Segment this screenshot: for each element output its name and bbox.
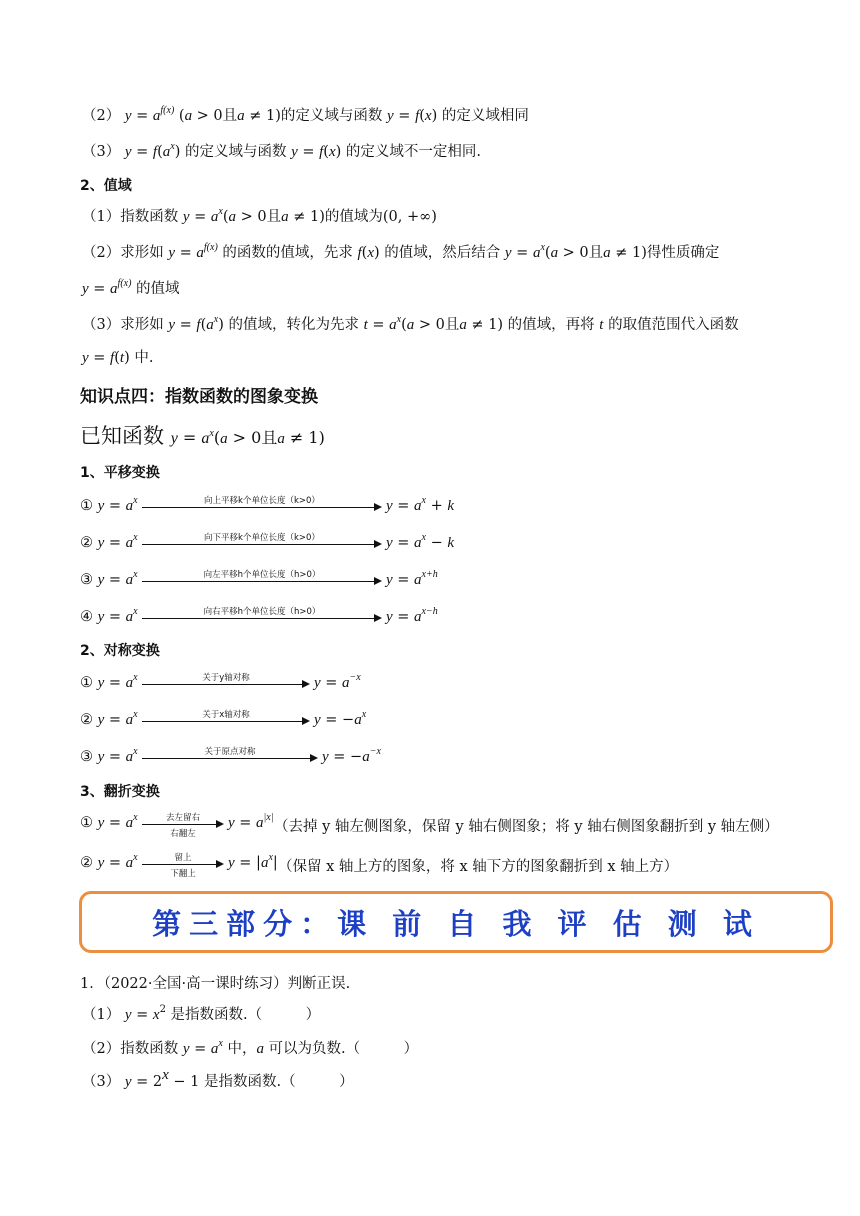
domain-rule-3: （3） $y = f(a^x)$ 的定义域与函数 y = f(x) 的定义域不一定相同. (82, 141, 481, 160)
symmetry-item-1: ① $y = a^x$ 关于y轴对称 $y = a^{-x}$ (80, 672, 361, 691)
flip-heading: 3、翻折变换 (80, 784, 160, 800)
section-banner-text: 第三部分：课 前 自 我 评 估 测 试 (152, 906, 760, 941)
symmetry-heading: 2、对称变换 (80, 643, 160, 659)
domain-rule-2: （2） $y = a^{f(x)}$ (a > 0且a ≠ 1)的定义域与函数 y = f(x) 的定义域相同 (82, 105, 529, 124)
flip-item-1: ① $y = a^x$ 去左留右 右翻左 $y = a^{|x|}$ （去掉 y 轴左侧图象，保留 y 轴右侧图象；将 y 轴右侧图象翻折到 y 轴左侧） (80, 812, 779, 839)
shift-item-2: ② $y = a^x$ 向下平移k个单位长度（k>0） $y = a^x - k$ (80, 532, 455, 551)
symmetry-item-3: ③ $y = a^x$ 关于原点对称 $y = -a^{-x}$ (80, 746, 381, 765)
section-banner (79, 891, 833, 953)
flip-note-1: （去掉 y 轴左侧图象，保留 y 轴右侧图象；将 y 轴右侧图象翻折到 y 轴左侧） (274, 819, 779, 835)
exercise-q3: （3） $y = 2^x - 1$ 是指数函数.（ ） (82, 1067, 354, 1090)
range-line-3a: （3）求形如 $y = f(a^x)$ 的值域，转化为先求 $t = a^x(a > 0$且a ≠ 1) 的值域，再将 t 的取值范围代入函数 (82, 314, 739, 333)
range-line-2a: （2）求形如 $y = a^{f(x)}$ 的函数的值域，先求 f(x) 的值域，然后结合 $y = a^x(a > 0$且a ≠ 1)得性质确定 (82, 242, 720, 261)
shift-heading: 1、平移变换 (80, 465, 160, 481)
exercise-q2: （2）指数函数 $y = a^x$ 中，a 可以为负数.（ ） (82, 1038, 419, 1057)
range-line-1: （1）指数函数 $y = a^x(a > 0$且a ≠ 1)的值域为(0, +∞) (82, 206, 437, 225)
exercise-intro: 1．（2022·全国·高一课时练习）判断正误. (80, 976, 351, 992)
exercise-q1: （1） $y = x^2$ 是指数函数.（ ） (82, 1004, 321, 1023)
shift-item-3: ③ $y = a^x$ 向左平移h个单位长度（h>0） $y = a^{x+h}$ (80, 569, 438, 588)
given-function: 已知函数 $y = a^x(a > 0$且a ≠ 1) (80, 424, 325, 448)
range-line-2b: $y = a^{f(x)}$ 的值域 (82, 278, 180, 297)
flip-note-2: （保留 x 轴上方的图象，将 x 轴下方的图象翻折到 x 轴上方） (278, 859, 679, 875)
shift-item-1: ① $y = a^x$ 向上平移k个单位长度（k>0） $y = a^x + k$ (80, 495, 455, 514)
knowledge-title: 知识点四：指数函数的图象变换 (80, 387, 318, 407)
range-heading: 2、值域 (80, 178, 132, 194)
flip-item-2: ② $y = a^x$ 留上 下翻上 $y = |a^x|$ （保留 x 轴上方的图象，将 x 轴下方的图象翻折到 x 轴上方） (80, 852, 679, 879)
shift-item-4: ④ $y = a^x$ 向右平移h个单位长度（h>0） $y = a^{x-h}$ (80, 606, 438, 625)
symmetry-item-2: ② $y = a^x$ 关于x轴对称 $y = -a^x$ (80, 709, 367, 728)
range-line-3b: y = f(t) 中. (82, 350, 154, 366)
